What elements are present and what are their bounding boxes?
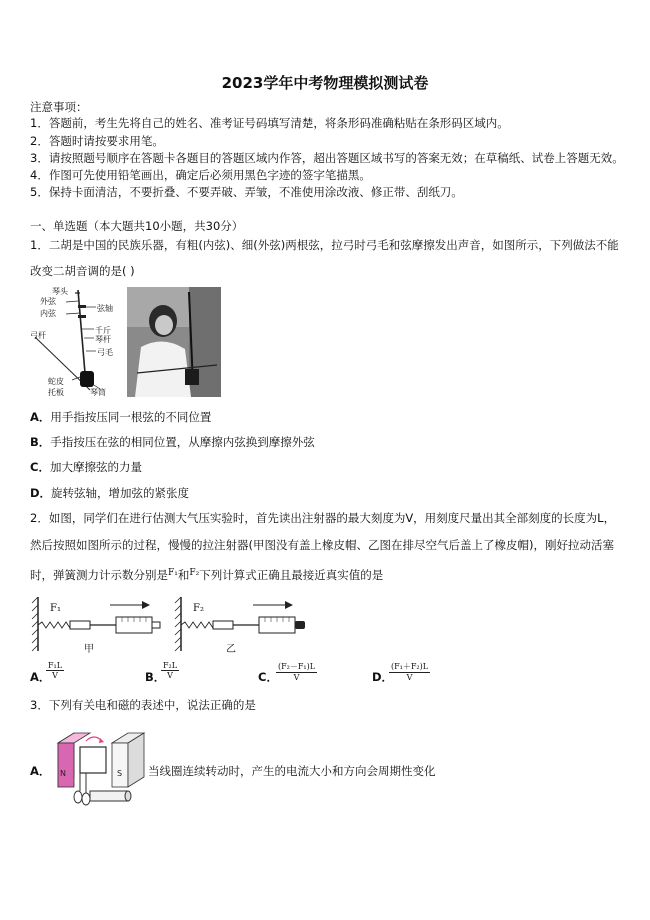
fraction-denominator: V: [167, 671, 173, 680]
notice-item: 3．请按照题号顺序在答题卡各题目的答题区域内作答，超出答题区域书写的答案无效；在草稿纸、试卷上答题无效。: [30, 151, 624, 165]
diagram-label: 琴筒: [90, 388, 106, 397]
notice-item: 4．作图可先使用铅笔画出，确定后必须用黑色字迹的签字笔描黑。: [30, 168, 371, 182]
stem-text: 下列计算式正确且最接近真实值的是: [199, 568, 384, 582]
n-pole-label: N: [60, 769, 66, 778]
fraction-denominator: V: [406, 673, 413, 682]
option-c-fraction[interactable]: [276, 661, 317, 682]
option-a[interactable]: [30, 764, 50, 778]
question-2-stem: 然后按照如图所示的过程，慢慢的拉注射器(甲图没有盖上橡皮帽、乙图在排尽空气后盖上了橡皮帽)，刚好拉动活塞: [30, 538, 614, 552]
option-b[interactable]: [30, 435, 315, 449]
option-text: 手指按压在弦的相同位置，从摩擦内弦换到摩擦外弦: [50, 435, 315, 449]
option-label: A．: [30, 410, 51, 424]
diagram-label: 蛇皮: [48, 377, 64, 386]
fraction-numerator: F₁L: [48, 661, 63, 670]
diagram-label: 弓杆: [30, 331, 46, 340]
option-b-fraction[interactable]: [161, 661, 179, 680]
fraction-numerator: (F₂－F₁)L: [278, 662, 316, 671]
fraction-numerator: (F₁＋F₂)L: [391, 662, 429, 671]
notice-item: 5．保持卡面清洁，不要折叠、不要弄破、弄皱，不准使用涂改液、修正带、刮纸刀。: [30, 185, 463, 199]
question-2-stem: 2．如图，同学们在进行估测大气压实验时，首先读出注射器的最大刻度为V，用刻度尺量出其全部刻度的长度为L，: [30, 511, 616, 525]
figure-label-jia: 甲: [84, 644, 94, 655]
f1-label: F₁: [50, 603, 61, 614]
s-pole-label: S: [117, 769, 123, 778]
diagram-label: 琴头: [52, 287, 68, 296]
diagram-label: 千斤: [95, 326, 111, 335]
option-label: D．: [372, 670, 394, 684]
page-title: 2023学年中考物理模拟测试卷: [221, 74, 429, 92]
option-label: A．: [30, 764, 51, 778]
stem-text: 时，弹簧测力计示数分别是: [30, 568, 168, 582]
notice-item: 2．答题时请按要求用笔。: [30, 134, 164, 148]
option-text: 旋转弦轴，增加弦的紧张度: [51, 486, 190, 500]
diagram-label: 弓毛: [97, 348, 113, 357]
option-text: 用手指按压同一根弦的不同位置: [50, 410, 212, 424]
option-label: A．: [30, 670, 51, 684]
stem-text: 和: [177, 568, 190, 582]
option-c[interactable]: [30, 460, 142, 474]
notice-heading: 注意事项：: [30, 100, 88, 114]
question-3-stem: 3．下列有关电和磁的表述中，说法正确的是: [30, 698, 256, 712]
question-1-stem: 改变二胡音调的是( ): [30, 264, 135, 278]
option-d[interactable]: [30, 486, 189, 500]
figure-label-yi: 乙: [226, 644, 236, 655]
f2-symbol: F₂: [189, 568, 200, 578]
option-d-fraction[interactable]: [389, 661, 430, 682]
diagram-label: 弦轴: [97, 304, 113, 313]
option-c[interactable]: [258, 670, 278, 684]
option-label: B．: [145, 670, 166, 684]
fraction-denominator: V: [52, 671, 58, 680]
diagram-label: 外弦: [40, 297, 56, 306]
option-label: B．: [30, 435, 51, 449]
fraction-numerator: F₂L: [163, 661, 178, 670]
option-text: 当线圈连续转动时，产生的电流大小和方向会周期性变化: [148, 764, 436, 778]
option-label: D．: [30, 486, 52, 500]
section-heading: 一、单选题（本大题共10小题，共30分）: [30, 219, 244, 233]
question-1-stem: 1．二胡是中国的民族乐器，有粗(内弦)、细(外弦)两根弦，拉弓时弓毛和弦摩擦发出声音，如图所示，下列做法不能: [30, 238, 619, 252]
option-a-fraction[interactable]: [46, 661, 64, 680]
question-2-stem: [30, 566, 383, 582]
erhu-player-photo: [127, 287, 221, 397]
f1-symbol: F₁: [168, 568, 178, 578]
option-label: C．: [30, 460, 50, 474]
f2-label: F₂: [193, 603, 204, 614]
fraction-denominator: V: [293, 673, 300, 682]
option-label: C．: [258, 670, 278, 684]
diagram-label: 内弦: [40, 309, 56, 318]
diagram-label: 托板: [48, 388, 64, 397]
diagram-label: 琴杆: [95, 335, 111, 344]
notice-item: 1．答题前，考生先将自己的姓名、准考证号码填写清楚，将条形码准确粘贴在条形码区域内。: [30, 116, 509, 130]
option-a[interactable]: [30, 410, 211, 424]
option-text: 加大摩擦弦的力量: [49, 460, 142, 474]
